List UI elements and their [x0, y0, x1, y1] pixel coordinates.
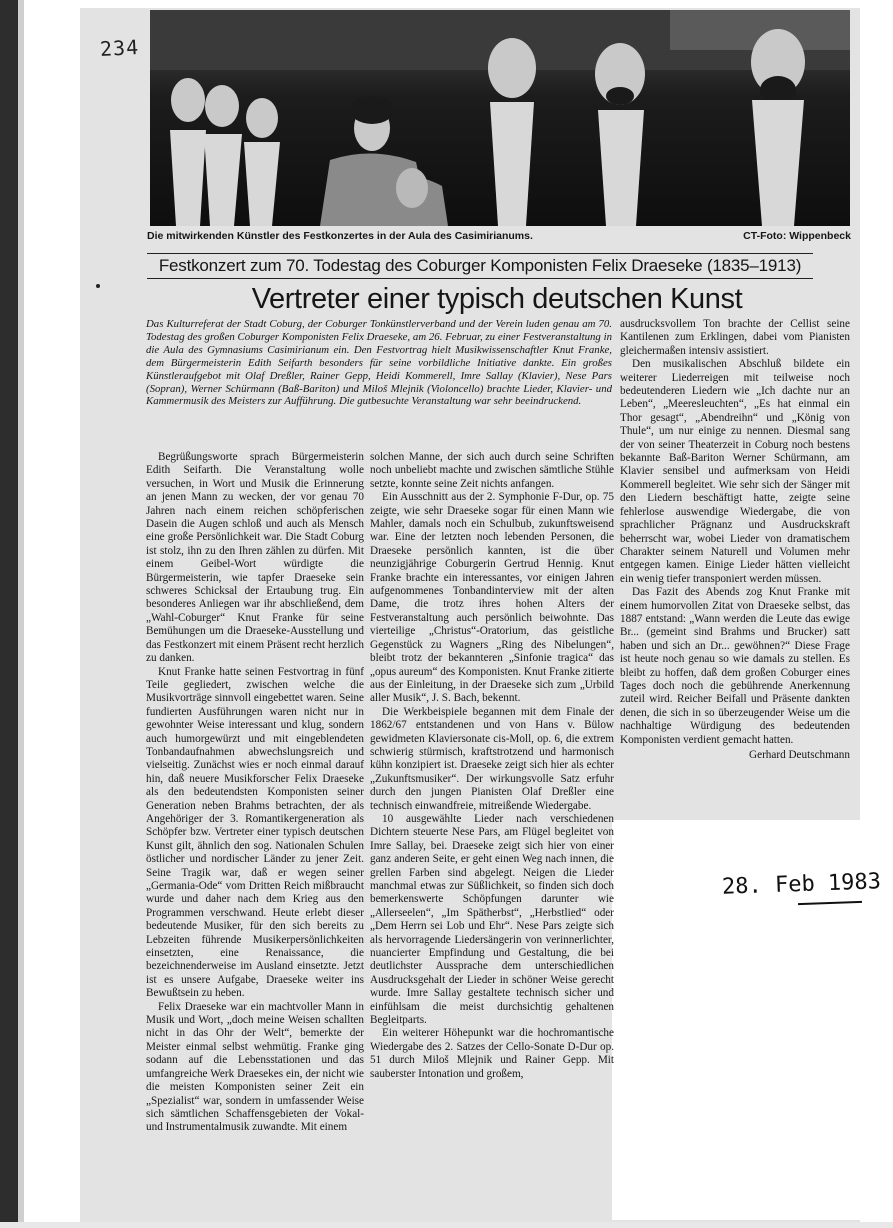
paragraph: Felix Draeseke war ein machtvoller Mann in Musik und Wort, „doch meine Weisen schallten nicht in das Ohr der Welt“, bemerkte der Meister einmal selbst wehmütig. Franke ging sodann auf die Lebensstationen und das umfangreiche Werk Draesekes ein, der nicht wie die meisten Komponisten seiner Zeit ein „Spezialist“ war, sondern in umfassender Weise sich sämtlichen Schaffensgebieten der Vokal- und Instrumentalmusik zuwandte. Mit einem — [146, 1000, 364, 1134]
scan-edge-dark — [0, 0, 18, 1228]
scan-edge-light — [18, 0, 24, 1228]
handwritten-date: 28. Feb 1983 — [721, 869, 882, 900]
paragraph: solchen Manne, der sich auch durch seine Schriften noch unbeliebt machte und zwischen sämtliche Stühle setzte, konnte seine Zeit nichts anfangen. — [370, 451, 614, 490]
paragraph: Ein weiterer Höhepunkt war die hochromantische Wiedergabe des 2. Satzes der Cello-Sonate D-Dur op. 51 durch Miloš Mlejnik und Rainer Gepp. Mit sauberster Intonation und großem, — [370, 1027, 614, 1080]
article-column-2 — [370, 451, 614, 1081]
ink-dot — [96, 284, 100, 288]
photo-credit: CT-Foto: Wippenbeck — [743, 230, 851, 242]
paragraph: Ein Ausschnitt aus der 2. Symphonie F-Dur, op. 75 zeigte, wie sehr Draeseke sogar für einen Mann wie Mahler, damals noch ein Schulbub, zukunftsweisend war. Eine der letzten noch lebenden Personen, die Draeseke persönlich kannten, ist die über neunzigjährige Coburgerin Gertrud Hennig. Knut Franke brachte ein interessantes, vor einigen Jahren aufgenommenes Tonbandinterview mit der alten Dame, die trotz ihres hohen Alters der Festveranstaltung auch persönlich beiwohnte. Das vierteilige „Christus“-Oratorium, das geistliche Gegenstück zu Wagners „Ring des Nibelungen“, bleibt trotz der bekannteren „Sinfonie tragica“ das „opus aureum“ des Komponisten. Knut Franke zitierte aus der Einleitung, in der Draeseke sich zum „Urbild aller Musik“, J. S. Bach, bekennt. — [370, 491, 614, 705]
article-lead — [146, 318, 612, 408]
article-column-1 — [146, 451, 364, 1135]
paragraph: 10 ausgewählte Lieder nach verschiedenen Dichtern steuerte Nese Pars, am Flügel begleitet von Imre Sallay, bei. Draeseke zeigt sich hier von einer ganz anderen Seite, er geht einen Weg nach innen, die grellen Farben sind abgelegt. Neigen die Lieder manchmal etwas zur Süßlichkeit, so finden sich doch bemerkenswerte Schöpfungen darunter wie „Allerseelen“, „Im Spätherbst“, „Herbstlied“ oder „Dem Herrn sei Lob und Ehr“. Nese Pars zeigte sich als hervorragende Liedersängerin von verinnerlichter, nuancierter Empfindung und Gestaltung, die bei deutlichster Aussprache dem unterschiedlichen Ausdrucksgehalt der Lieder in schöner Weise gerecht wurde. Imre Sallay gestaltete technisch sicher und einfühlsam die meist durchsichtig gehaltenen Begleitparts. — [370, 812, 614, 1027]
paragraph: Begrüßungsworte sprach Bürgermeisterin Edith Seifarth. Die Veranstaltung wolle versuchen, in Wort und Musik die Erinnerung an jenen Mann zu wecken, der vor genau 70 Jahren nach einem reichen schöpferischen Dasein die Augen schloß und auch als Mensch eine große Persönlichkeit war. Die Stadt Coburg ist stolz, ihn zu den Ihren zählen zu dürfen. Mit einem Geibel-Wort würdigte die Bürgermeisterin, wie tapfer Draeseke sein schweres Schicksal der Ertaubung trug. Ein besonderes Anliegen war ihr abschließend, dem „Wahl-Coburger“ Knut Franke für seine Bemühungen um die Draeseke-Ausstellung und das Festkonzert mit einem Präsent recht herzlich zu danken. — [146, 451, 364, 665]
lead-paragraph: Das Kulturreferat der Stadt Coburg, der Coburger Tonkünstlerverband und der Verein luden genau am 70. Todestag des großen Coburger Komponisten Felix Draeseke, am 26. Februar, zu einer Festveranstaltung in die Aula des Gymnasiums Casimirianum ein. Den Festvortrag hielt Musikwissenschaftler Knut Franke, dem Bürgermeisterin Edith Seifarth besonders für seine vorbildliche Initiative dankte. Ein großes Künstleraufgebot mit Olaf Dreßler, Rainer Gepp, Heidi Kommerell, Imre Sallay (Klavier), Nese Pars (Sopran), Werner Schürmann (Baß-Bariton) und Miloš Mlejnik (Violoncello) brachte Lieder, Klavier- und Kammermusik des Meisters zur Aufführung. Die gutbesuchte Veranstaltung war sehr beeindruckend. — [146, 318, 612, 408]
paragraph: Die Werkbeispiele begannen mit dem Finale der 1862/67 entstandenen und von Hans v. Bülow gewidmeten Klaviersonate cis-Moll, op. 6, die extrem schwierig stürmisch, kraftstrotzend und harmonisch kühn konzipiert ist. Draeseke zeigt sich hier als echter „Zukunftsmusiker“. Der wirkungsvolle Satz erfuhr durch den jungen Pianisten Olaf Dreßler eine technisch einwandfreie, mitreißende Wiedergabe. — [370, 705, 614, 812]
photo-caption-text: Die mitwirkenden Künstler des Festkonzertes in der Aula des Casimirianums. — [147, 230, 533, 242]
handwritten-page-number: 234 — [99, 34, 140, 62]
photo-caption — [147, 230, 851, 246]
scan-edge-bottom — [0, 1222, 893, 1228]
paragraph: Knut Franke hatte seinen Festvortrag in fünf Teile gegliedert, zwischen welche die Musikvorträge sinnvoll eingebettet waren. Seine fundierten Ausführungen waren nicht nur in gewohnter Weise interessant und klug, sondern auch humorgewürzt und mit eingeblendeten Tonbandaufnahmen abwechslungsreich und vielseitig. Zunächst wies er noch einmal darauf hin, daß neuere Musikforscher Felix Draeseke als den bedeutendsten Komponisten seiner Generation neben Brahms betrachten, der als Angehöriger der 3. Romantikergeneration als Schöpfer bzw. Vertreter einer typisch deutschen Kunst gilt, ähnlich den sog. Nationalen Schulen östlicher und nordischer Länder zu jener Zeit. Seine Tragik war, daß er wegen seiner „Germania-Ode“ vom Dritten Reich mißbraucht wurde und daher nach dem Krieg aus den Programmen verschwand. Heute erlebt dieser bedeutende Musiker, für den sich bereits zu Lebzeiten führende Musikerpersönlichkeiten einsetzten, eine Renaissance, die bezeichnenderweise im Ausland einsetzte. Jetzt ist es unsere Aufgabe, Draeseke weiter ins Bewußtsein zu heben. — [146, 665, 364, 1000]
article-column-3 — [620, 318, 850, 762]
article-headline: Vertreter einer typisch deutschen Kunst — [251, 283, 743, 315]
article-kicker: Festkonzert zum 70. Todestag des Coburger Komponisten Felix Draeseke (1835–1913) — [147, 253, 813, 279]
author-signature: Gerhard Deutschmann — [749, 749, 850, 761]
paragraph: Das Fazit des Abends zog Knut Franke mit einem humorvollen Zitat von Draeseke selbst, das 1887 entstand: „Wann werden die Leute das ewige Br... (gemeint sind Brahms und Brucker) satt haben und sich an Dr... gewöhnen?“ Diese Frage ist heute noch genau so wie damals zu stellen. Es bleibt zu hoffen, daß dem großen Coburger eines Tages doch noch die gebührende Anerkennung zuteil wird. Reicher Beifall und Präsente dankten denen, die sich in so überzeugender Weise um die nachhaltige Würdigung des bedeutenden Komponisten verdient gemacht hatten. — [620, 586, 850, 746]
artists-photo — [150, 10, 850, 226]
paragraph: ausdrucksvollem Ton brachte der Cellist seine Kantilenen zum Erklingen, dabei vom Pianisten gleichermaßen intensiv assistiert. — [620, 318, 850, 357]
paragraph: Den musikalischen Abschluß bildete ein weiterer Liederreigen mit teilweise noch bedeutenderen Liedern wie „Ich dachte nur an Leben“, „Meeresleuchten“, „Es hat einmal ein Thor gesagt“, „Abendreihn“ und „König von Thule“, um nur einige zu nennen. Diesmal sang der von seiner Theaterzeit in Coburg noch bestens bekannte Baß-Bariton Werner Schürmann, am Klavier sensibel und aufmerksam von Heidi Kommerell begleitet. Wie sehr sich der Sänger mit den Liedern beschäftigt hatte, zeigte seine fehlerlose auswendige Wiedergabe, die von sprachlicher Prägnanz und Ausdruckskraft beherrscht war, wobei Lieder von dramatischem Charakter seinem Naturell und Volumen mehr entgegen kamen. Einige Lieder hätten vielleicht ein wenig tiefer transponiert werden müssen. — [620, 358, 850, 585]
